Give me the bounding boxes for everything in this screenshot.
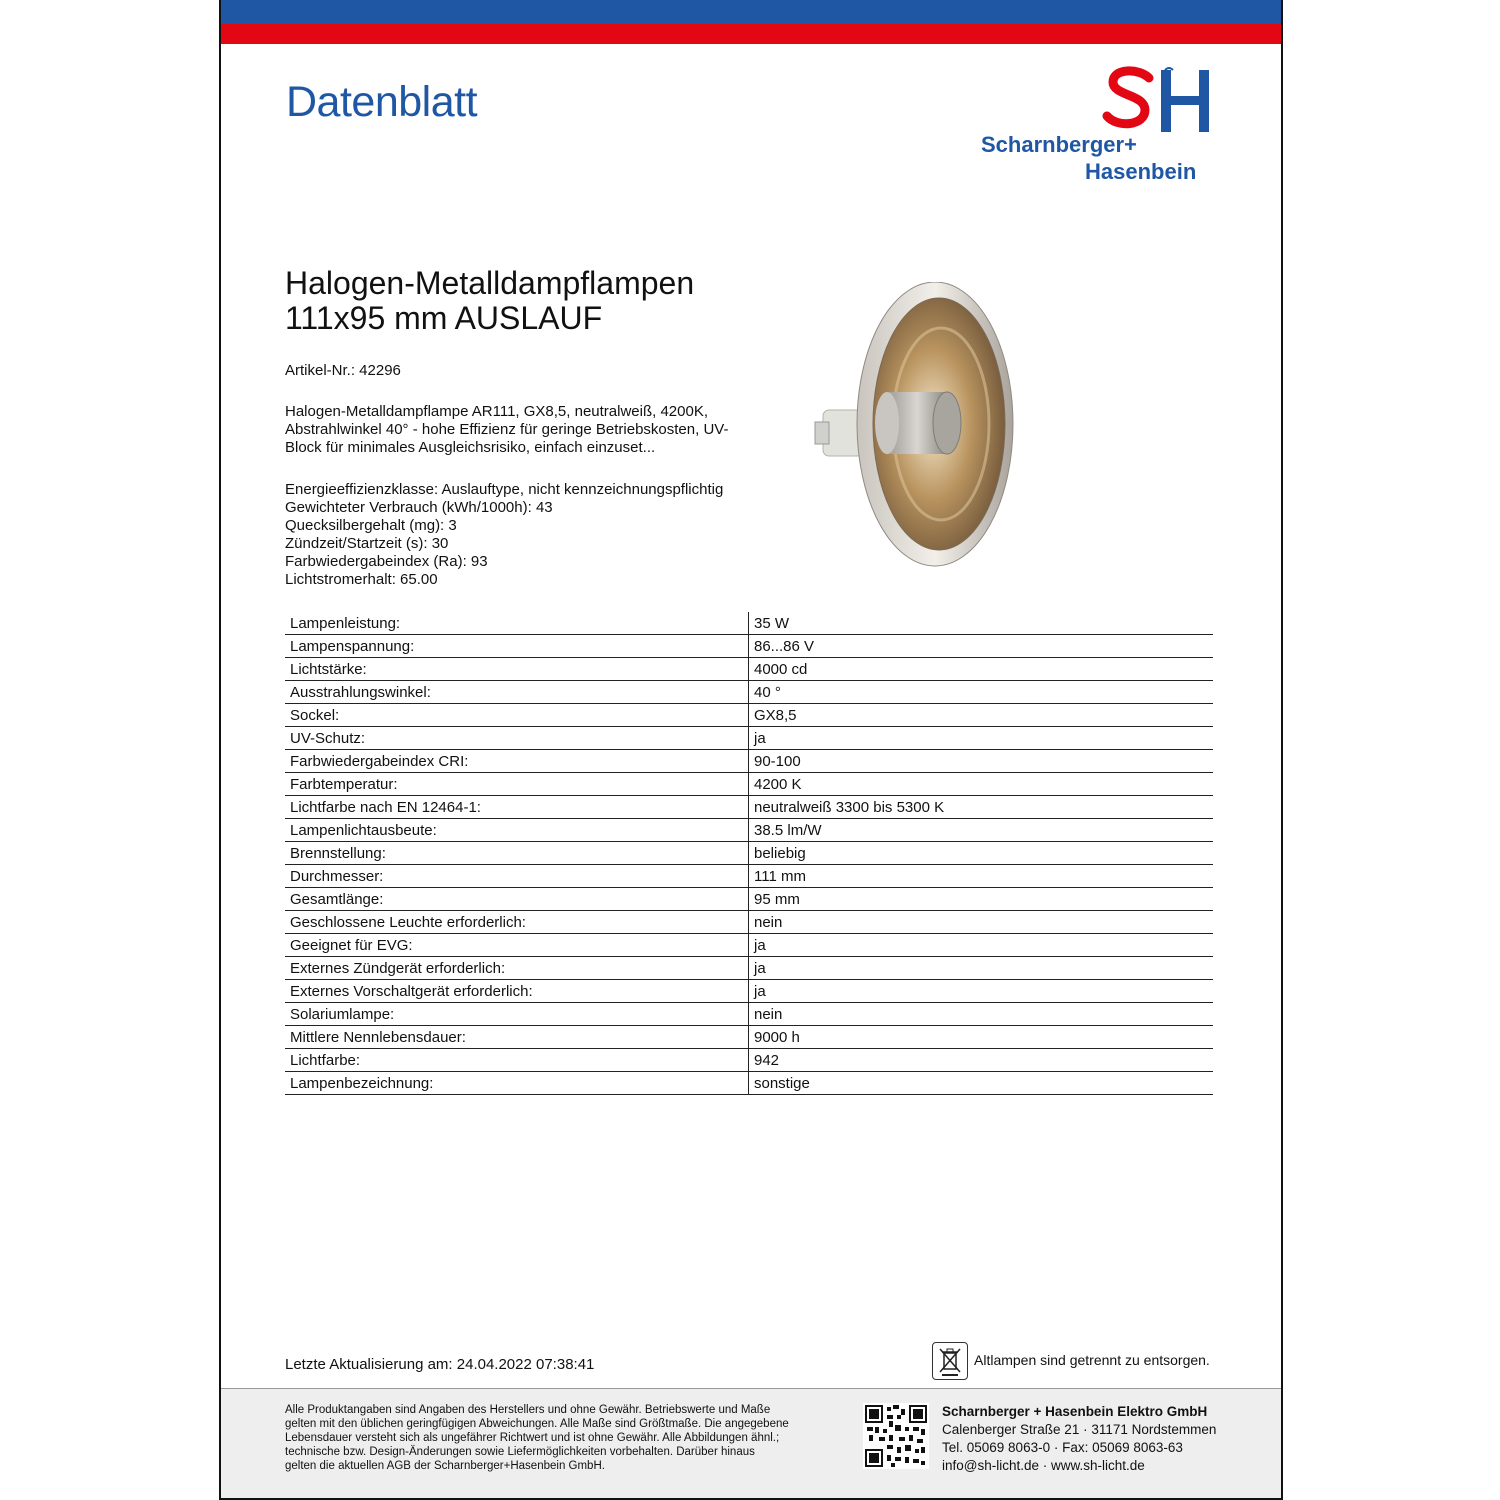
spec-value: ja (749, 934, 1214, 957)
spec-key: Durchmesser: (285, 865, 749, 888)
last-updated: Letzte Aktualisierung am: 24.04.2022 07:38:41 (285, 1356, 595, 1373)
spec-value: 40 ° (749, 681, 1214, 704)
company-address: Calenberger Straße 21 · 31171 Nordstemmen (942, 1422, 1217, 1437)
header-band-blue (221, 0, 1281, 24)
spec-key: Mittlere Nennlebensdauer: (285, 1026, 749, 1049)
spec-value: GX8,5 (749, 704, 1214, 727)
disposal-text: Altlampen sind getrennt zu entsorgen. (974, 1352, 1210, 1368)
spec-table (285, 612, 1213, 1095)
spec-key: Farbtemperatur: (285, 773, 749, 796)
spec-row (285, 888, 1213, 911)
property-line: Zündzeit/Startzeit (s): 30 (285, 535, 449, 552)
property-line: Quecksilbergehalt (mg): 3 (285, 517, 457, 534)
spec-key: Lampenbezeichnung: (285, 1072, 749, 1095)
company-web[interactable]: info@sh-licht.de · www.sh-licht.de (942, 1458, 1145, 1473)
spec-value: ja (749, 980, 1214, 1003)
disposal-notice (932, 1342, 1222, 1380)
spec-value: neutralweiß 3300 bis 5300 K (749, 796, 1214, 819)
disclaimer-line: Alle Produktangaben sind Angaben des Herstellers und ohne Gewähr. Betriebswerte und Maße (285, 1404, 771, 1416)
spec-row (285, 865, 1213, 888)
sh-monogram-icon (1099, 66, 1219, 132)
spec-row (285, 704, 1213, 727)
property-line: Gewichteter Verbrauch (kWh/1000h): 43 (285, 499, 553, 516)
spec-key: Lichtfarbe: (285, 1049, 749, 1072)
spec-value: nein (749, 1003, 1214, 1026)
product-properties (285, 481, 723, 589)
spec-key: Brennstellung: (285, 842, 749, 865)
logo-text-line1: Scharnberger+ (981, 132, 1137, 157)
spec-row (285, 612, 1213, 635)
product-description (285, 403, 775, 457)
spec-value: beliebig (749, 842, 1214, 865)
product-title (285, 266, 694, 336)
spec-value: 111 mm (749, 865, 1214, 888)
spec-key: Geeignet für EVG: (285, 934, 749, 957)
spec-value: 86...86 V (749, 635, 1214, 658)
product-title-line2: 111x95 mm AUSLAUF (285, 300, 603, 336)
spec-row (285, 1072, 1213, 1095)
property-line: Farbwiedergabeindex (Ra): 93 (285, 553, 488, 570)
company-logo (981, 66, 1231, 186)
spec-row (285, 1003, 1213, 1026)
spec-row (285, 1049, 1213, 1072)
spec-value: 942 (749, 1049, 1214, 1072)
spec-value: nein (749, 911, 1214, 934)
spec-row (285, 1026, 1213, 1049)
footer (221, 1388, 1281, 1499)
article-number: Artikel-Nr.: 42296 (285, 362, 401, 379)
datasheet-page (219, 0, 1283, 1500)
spec-row (285, 957, 1213, 980)
disclaimer-line: gelten die aktuellen AGB der Scharnberger+Hasenbein GmbH. (285, 1460, 605, 1472)
spec-row (285, 773, 1213, 796)
spec-key: Lampenspannung: (285, 635, 749, 658)
spec-row (285, 819, 1213, 842)
spec-row (285, 658, 1213, 681)
spec-row (285, 980, 1213, 1003)
spec-value: 38.5 lm/W (749, 819, 1214, 842)
spec-row (285, 934, 1213, 957)
spec-key: UV-Schutz: (285, 727, 749, 750)
property-line: Energieeffizienzklasse: Auslauftype, nicht kennzeichnungspflichtig (285, 481, 724, 498)
spec-key: Farbwiedergabeindex CRI: (285, 750, 749, 773)
spec-key: Lichtfarbe nach EN 12464-1: (285, 796, 749, 819)
company-info (942, 1403, 1216, 1475)
disclaimer-line: gelten mit den üblichen geringfügigen Abweichungen. Alle Maße sind Größtmaße. Die angegebene (285, 1418, 789, 1430)
crossed-bin-icon (932, 1342, 968, 1380)
spec-key: Ausstrahlungswinkel: (285, 681, 749, 704)
spec-value: 4200 K (749, 773, 1214, 796)
spec-row (285, 727, 1213, 750)
lamp-ar111-image (805, 282, 1025, 572)
spec-key: Lichtstärke: (285, 658, 749, 681)
logo-text-line2: Hasenbein (1085, 159, 1197, 184)
spec-key: Geschlossene Leuchte erforderlich: (285, 911, 749, 934)
spec-key: Externes Vorschaltgerät erforderlich: (285, 980, 749, 1003)
spec-value: ja (749, 727, 1214, 750)
spec-row (285, 842, 1213, 865)
spec-value: ja (749, 957, 1214, 980)
property-line: Lichtstromerhalt: 65.00 (285, 571, 438, 588)
footer-disclaimer (285, 1403, 845, 1473)
spec-value: 95 mm (749, 888, 1214, 911)
spec-key: Solariumlampe: (285, 1003, 749, 1026)
document-title: Datenblatt (286, 78, 478, 126)
spec-key: Externes Zündgerät erforderlich: (285, 957, 749, 980)
header-band-red (221, 24, 1281, 44)
spec-key: Gesamtlänge: (285, 888, 749, 911)
spec-row (285, 681, 1213, 704)
spec-value: 35 W (749, 612, 1214, 635)
spec-key: Lampenlichtausbeute: (285, 819, 749, 842)
spec-value: 4000 cd (749, 658, 1214, 681)
disclaimer-line: Lebensdauer versteht sich als ungefährer Richtwert und ist ohne Gewähr. Alle Abbildungen ähnl.; (285, 1432, 780, 1444)
company-name: Scharnberger + Hasenbein Elektro GmbH (942, 1404, 1208, 1419)
description-line: Block für minimales Ausgleichsrisiko, einfach einzuset... (285, 439, 656, 456)
company-phone: Tel. 05069 8063-0 · Fax: 05069 8063-63 (942, 1440, 1183, 1455)
spec-value: sonstige (749, 1072, 1214, 1095)
spec-row (285, 796, 1213, 819)
description-line: Abstrahlwinkel 40° - hohe Effizienz für geringe Betriebskosten, UV- (285, 421, 729, 438)
spec-value: 90-100 (749, 750, 1214, 773)
spec-row (285, 750, 1213, 773)
spec-row (285, 635, 1213, 658)
spec-value: 9000 h (749, 1026, 1214, 1049)
spec-key: Sockel: (285, 704, 749, 727)
spec-row (285, 911, 1213, 934)
disclaimer-line: technische bzw. Design-Änderungen sowie Liefermöglichkeiten vorbehalten. Darüber hinaus (285, 1446, 755, 1458)
spec-key: Lampenleistung: (285, 612, 749, 635)
description-line: Halogen-Metalldampflampe AR111, GX8,5, neutralweiß, 4200K, (285, 403, 709, 420)
product-title-line1: Halogen-Metalldampflampen (285, 265, 695, 301)
qr-code-icon (863, 1403, 929, 1469)
